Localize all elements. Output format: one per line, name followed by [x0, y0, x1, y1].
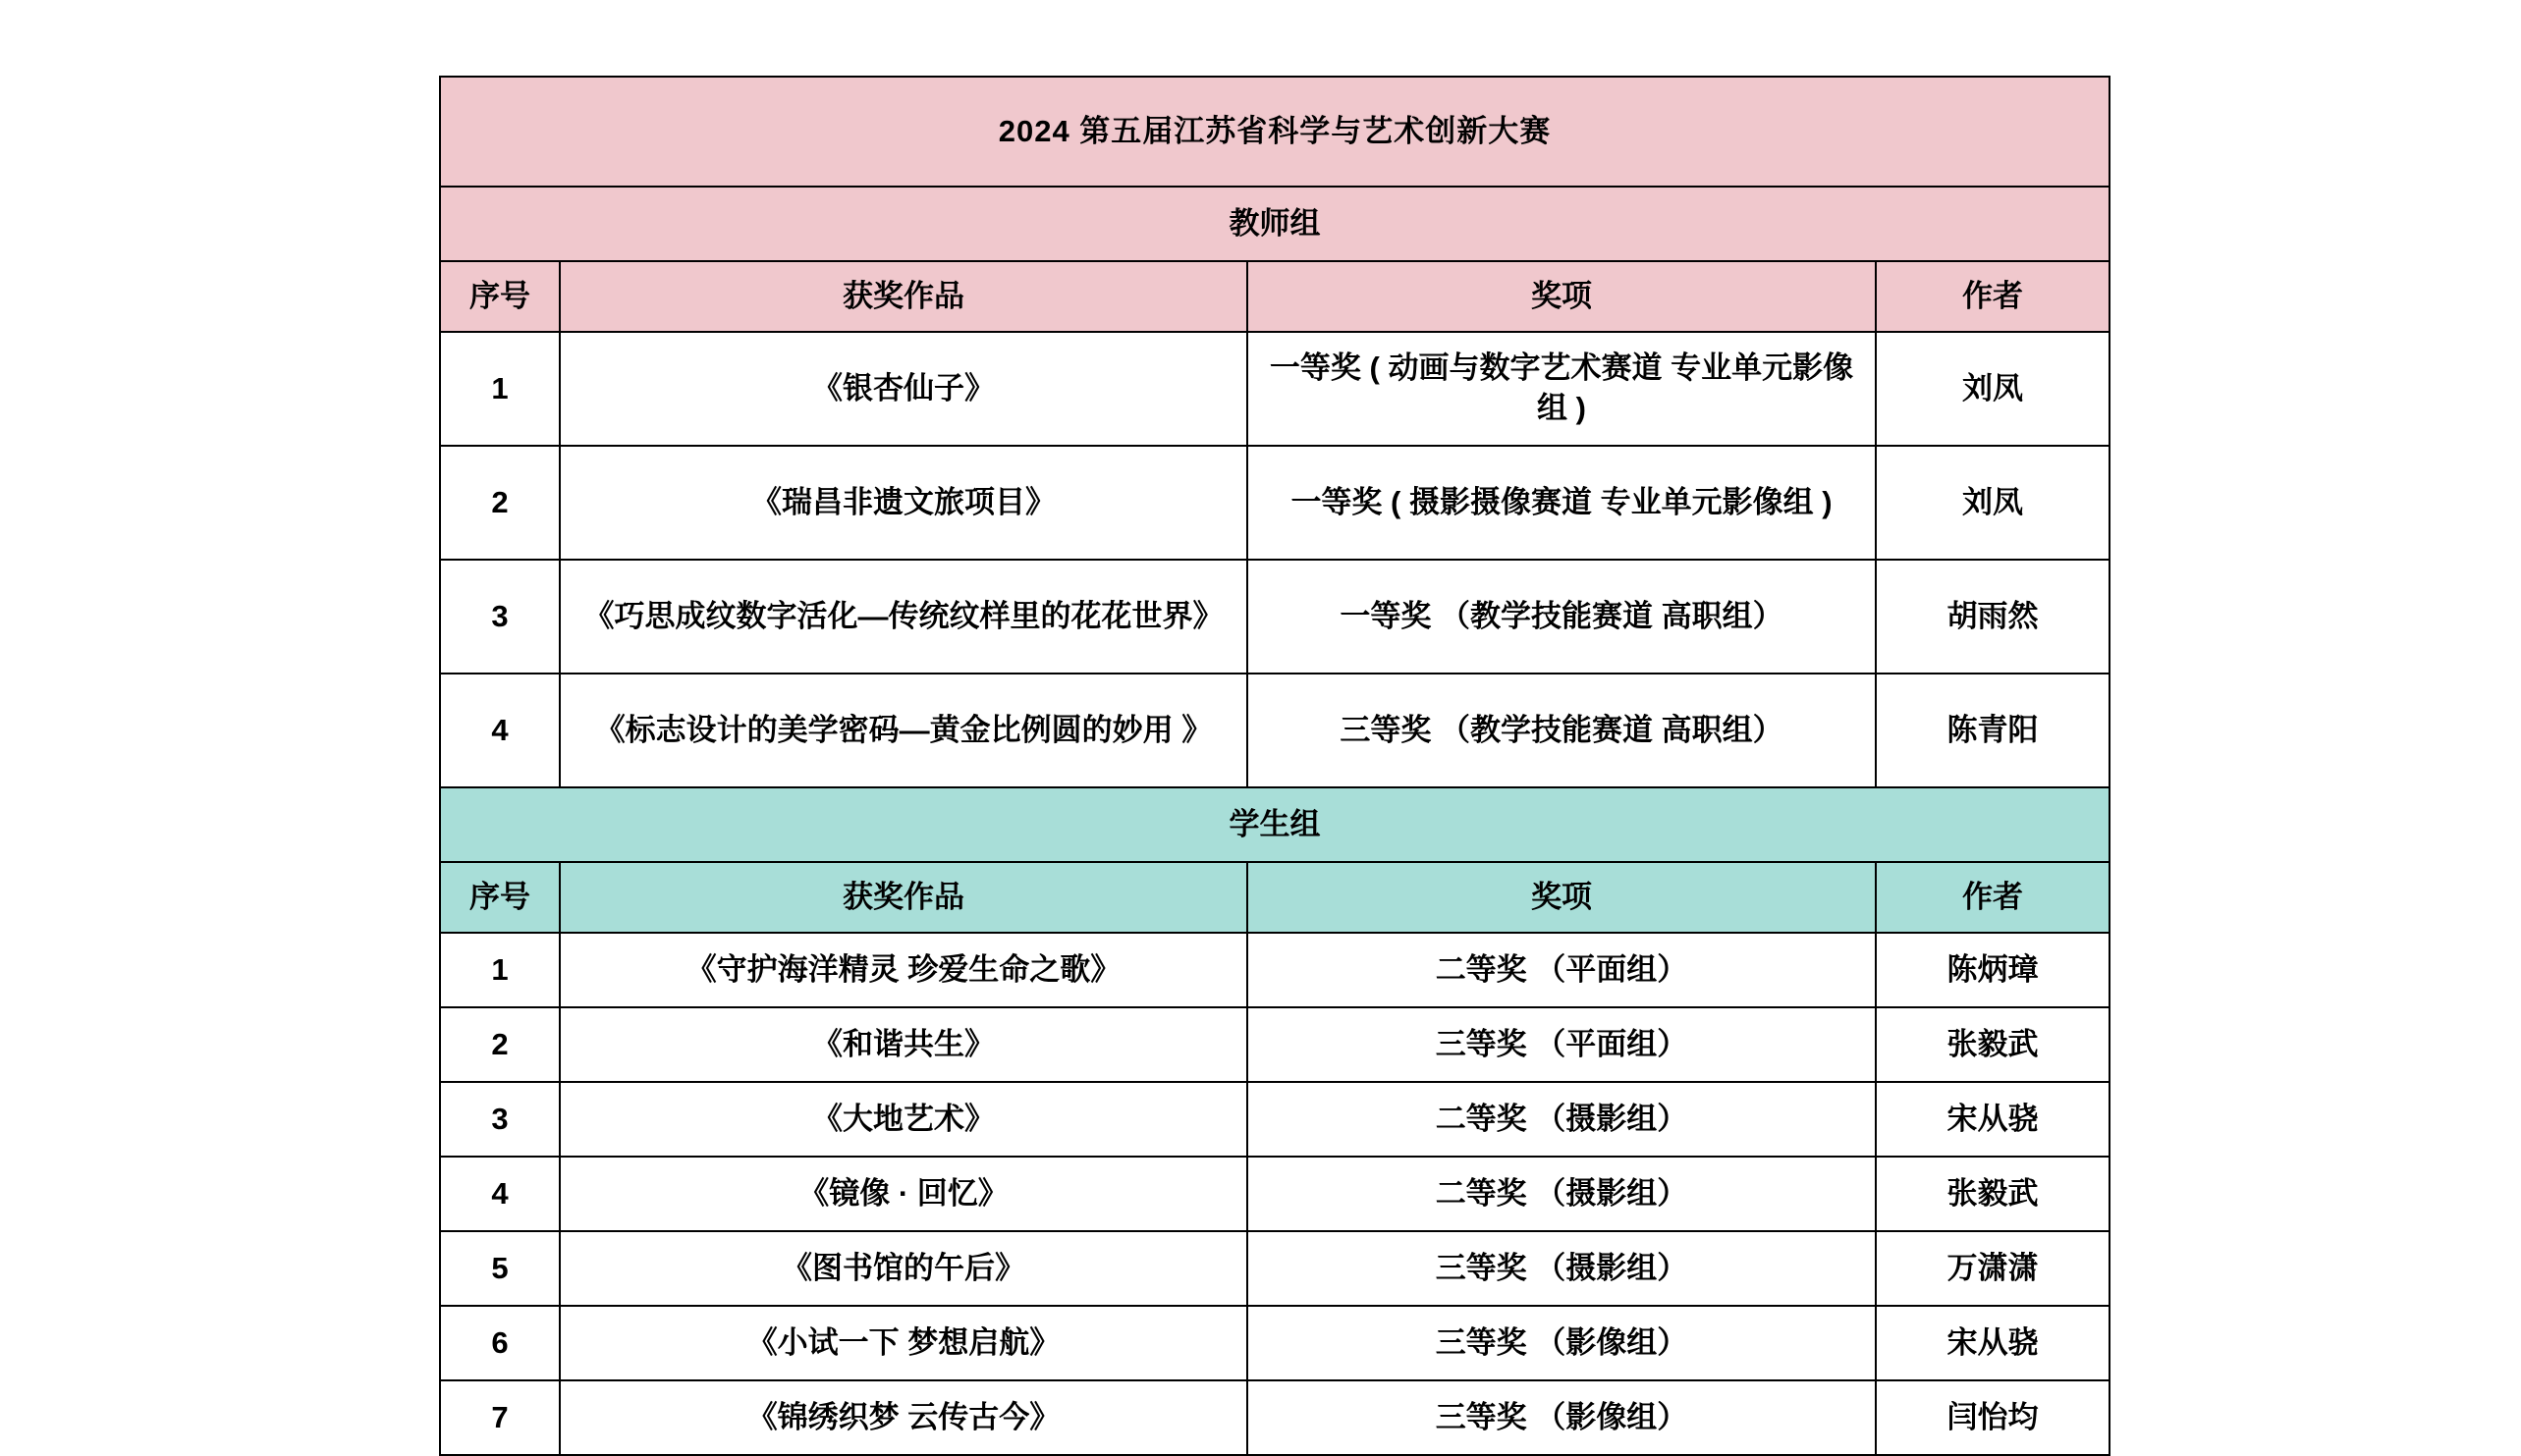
- column-header-row-teacher: [440, 261, 2110, 332]
- column-header-award: 奖项: [1247, 261, 1876, 332]
- row-work: 《和谐共生》: [560, 1007, 1247, 1082]
- row-index: 2: [440, 1007, 560, 1082]
- row-author: 张毅武: [1876, 1157, 2110, 1231]
- row-award: 三等奖 （影像组）: [1247, 1380, 1876, 1455]
- row-work: 《锦绣织梦 云传古今》: [560, 1380, 1247, 1455]
- column-header-award: 奖项: [1247, 862, 1876, 933]
- group-label-teacher: 教师组: [440, 187, 2110, 261]
- row-index: 3: [440, 560, 560, 674]
- row-work: 《瑞昌非遗文旅项目》: [560, 446, 1247, 560]
- table-row: [440, 1380, 2110, 1455]
- row-index: 1: [440, 933, 560, 1007]
- row-author: 刘凤: [1876, 446, 2110, 560]
- table-title-row: [440, 77, 2110, 187]
- row-work: 《镜像 · 回忆》: [560, 1157, 1247, 1231]
- column-header-author: 作者: [1876, 862, 2110, 933]
- page-title: 2024 第五届江苏省科学与艺术创新大赛: [440, 77, 2110, 187]
- column-header-no: 序号: [440, 862, 560, 933]
- row-index: 1: [440, 332, 560, 446]
- column-header-work: 获奖作品: [560, 261, 1247, 332]
- row-award: 三等奖 （影像组）: [1247, 1306, 1876, 1380]
- row-work: 《守护海洋精灵 珍爱生命之歌》: [560, 933, 1247, 1007]
- row-index: 5: [440, 1231, 560, 1306]
- row-award: 三等奖 （平面组）: [1247, 1007, 1876, 1082]
- group-header-teacher-row: [440, 187, 2110, 261]
- row-award: 二等奖 （摄影组）: [1247, 1157, 1876, 1231]
- row-author: 胡雨然: [1876, 560, 2110, 674]
- column-header-author: 作者: [1876, 261, 2110, 332]
- table-row: [440, 446, 2110, 560]
- table-row: [440, 1157, 2110, 1231]
- row-award: 三等奖 （教学技能赛道 高职组）: [1247, 674, 1876, 787]
- table-row: [440, 1082, 2110, 1157]
- row-award: 三等奖 （摄影组）: [1247, 1231, 1876, 1306]
- row-index: 4: [440, 1157, 560, 1231]
- group-header-student-row: [440, 787, 2110, 862]
- row-author: 陈青阳: [1876, 674, 2110, 787]
- row-work: 《大地艺术》: [560, 1082, 1247, 1157]
- row-award: 二等奖 （平面组）: [1247, 933, 1876, 1007]
- row-award: 二等奖 （摄影组）: [1247, 1082, 1876, 1157]
- row-work: 《图书馆的午后》: [560, 1231, 1247, 1306]
- row-work: 《银杏仙子》: [560, 332, 1247, 446]
- row-author: 陈炳璋: [1876, 933, 2110, 1007]
- row-award: 一等奖 （教学技能赛道 高职组）: [1247, 560, 1876, 674]
- table-row: [440, 1306, 2110, 1380]
- row-work: 《巧思成纹数字活化—传统纹样里的花花世界》: [560, 560, 1247, 674]
- row-author: 张毅武: [1876, 1007, 2110, 1082]
- row-index: 2: [440, 446, 560, 560]
- row-index: 3: [440, 1082, 560, 1157]
- column-header-no: 序号: [440, 261, 560, 332]
- table-row: [440, 560, 2110, 674]
- column-header-work: 获奖作品: [560, 862, 1247, 933]
- column-header-row-student: [440, 862, 2110, 933]
- table-row: [440, 933, 2110, 1007]
- row-author: 万潇潇: [1876, 1231, 2110, 1306]
- group-label-student: 学生组: [440, 787, 2110, 862]
- table-row: [440, 1231, 2110, 1306]
- row-work: 《标志设计的美学密码—黄金比例圆的妙用 》: [560, 674, 1247, 787]
- table-row: [440, 674, 2110, 787]
- award-results-table: [439, 76, 2110, 1456]
- row-award: 一等奖 ( 动画与数字艺术赛道 专业单元影像组 ): [1247, 332, 1876, 446]
- row-award: 一等奖 ( 摄影摄像赛道 专业单元影像组 ): [1247, 446, 1876, 560]
- row-author: 刘凤: [1876, 332, 2110, 446]
- row-author: 宋从骁: [1876, 1082, 2110, 1157]
- table-row: [440, 1007, 2110, 1082]
- row-index: 6: [440, 1306, 560, 1380]
- row-work: 《小试一下 梦想启航》: [560, 1306, 1247, 1380]
- row-author: 宋从骁: [1876, 1306, 2110, 1380]
- row-index: 4: [440, 674, 560, 787]
- table-row: [440, 332, 2110, 446]
- row-author: 闫怡均: [1876, 1380, 2110, 1455]
- row-index: 7: [440, 1380, 560, 1455]
